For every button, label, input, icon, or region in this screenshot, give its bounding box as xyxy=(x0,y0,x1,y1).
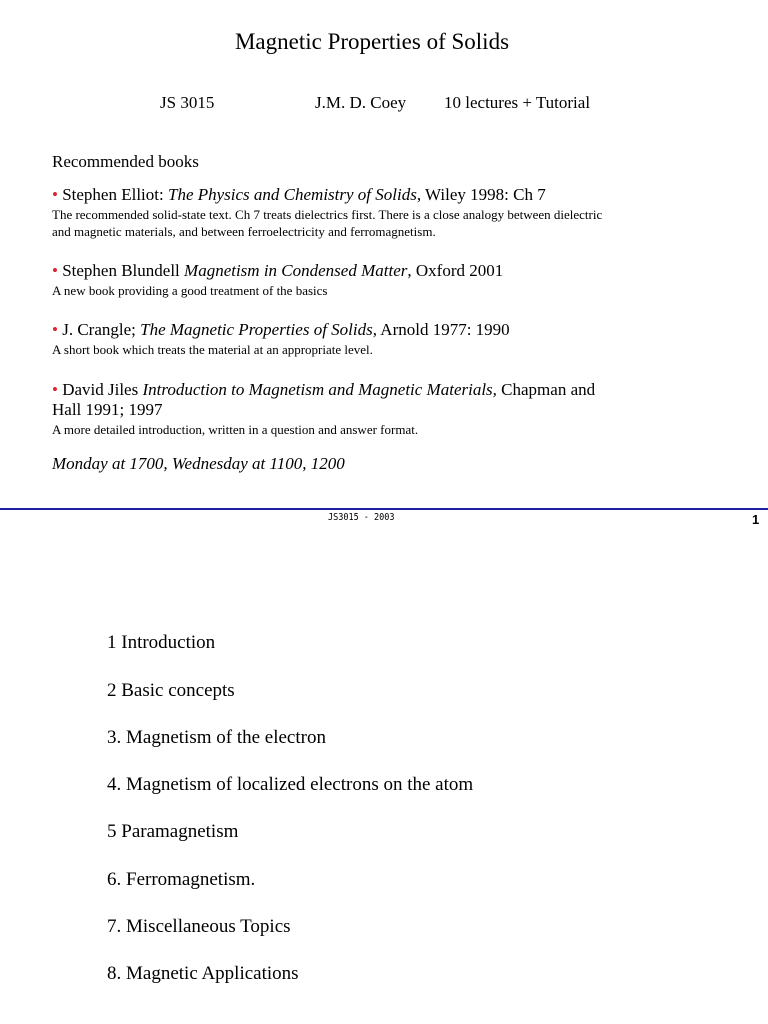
course-format: 10 lectures + Tutorial xyxy=(444,93,591,112)
book-author: J. Crangle; xyxy=(57,320,141,339)
footer-divider xyxy=(0,508,768,510)
book-title: Introduction to Magnetism and Magnetic Materials, xyxy=(142,380,497,399)
books-heading: Recommended books xyxy=(52,152,199,171)
contents-item: 7. Miscellaneous Topics xyxy=(107,916,291,937)
footer-text: JS3015 - 2003 xyxy=(327,512,395,523)
contents-item: 2 Basic concepts xyxy=(107,680,235,701)
book-note: The recommended solid-state text. Ch 7 treats dielectrics first. There is a close analogy between dielectric xyxy=(52,207,603,222)
book-note: and magnetic materials, and between ferroelectricity and ferromagnetism. xyxy=(52,224,436,239)
book-entry-jiles xyxy=(52,380,692,438)
book-entry-elliot xyxy=(52,185,692,240)
book-citation xyxy=(52,185,692,205)
contents-item: 3. Magnetism of the electron xyxy=(107,727,326,748)
book-publisher: , Arnold 1977: 1990 xyxy=(372,320,510,339)
book-author: David Jiles xyxy=(57,380,143,399)
book-note: A new book providing a good treatment of the basics xyxy=(52,283,328,298)
page-title: Magnetic Properties of Solids xyxy=(234,29,510,54)
contents-item: 8. Magnetic Applications xyxy=(107,963,299,984)
book-citation xyxy=(52,320,692,340)
book-title: The Magnetic Properties of Solids xyxy=(140,320,373,339)
book-note: A short book which treats the material at an appropriate level. xyxy=(52,342,373,357)
lecture-schedule: Monday at 1700, Wednesday at 1100, 1200 xyxy=(52,454,345,473)
contents-item: 1 Introduction xyxy=(107,632,216,653)
bullet-icon: • xyxy=(52,320,58,339)
book-publisher: Chapman and xyxy=(496,380,596,399)
bullet-icon: • xyxy=(52,380,58,399)
book-publisher: , Wiley 1998: Ch 7 xyxy=(416,185,546,204)
contents-item: 4. Magnetism of localized electrons on the atom xyxy=(107,774,474,795)
contents-item: 5 Paramagnetism xyxy=(107,821,239,842)
book-title: The Physics and Chemistry of Solids xyxy=(167,185,417,204)
book-citation-continued: Hall 1991; 1997 xyxy=(52,400,163,419)
book-publisher: , Oxford 2001 xyxy=(407,261,504,280)
contents-item: 6. Ferromagnetism. xyxy=(107,869,256,890)
bullet-icon: • xyxy=(52,261,58,280)
book-citation xyxy=(52,380,692,400)
book-author: Stephen Blundell xyxy=(57,261,185,280)
bullet-icon: • xyxy=(52,185,58,204)
book-citation xyxy=(52,261,692,281)
page-number: 1 xyxy=(752,512,760,527)
book-entry-blundell xyxy=(52,261,692,299)
book-entry-crangle xyxy=(52,320,692,358)
book-note: A more detailed introduction, written in a question and answer format. xyxy=(52,422,419,437)
book-title: Magnetism in Condensed Matter xyxy=(184,261,408,280)
course-lecturer: J.M. D. Coey xyxy=(315,93,407,112)
course-code: JS 3015 xyxy=(160,93,215,112)
book-author: Stephen Elliot: xyxy=(57,185,168,204)
